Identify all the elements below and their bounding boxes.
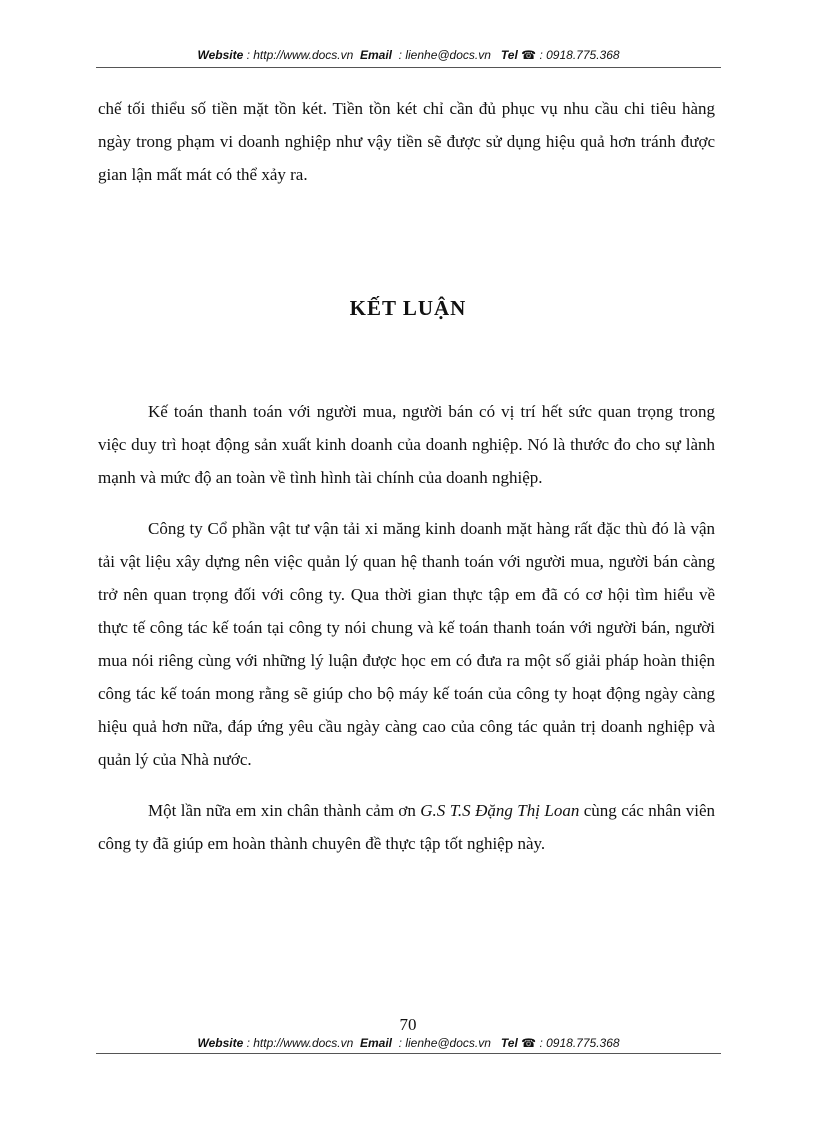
page-footer [96,1036,721,1050]
closing-after: cùng các nhân viên công ty đã giúp em hoàn thành chuyên đề thực tập tốt nghiệp này. [98,801,715,853]
footer-tel-value: : 0918.775.368 [539,1036,620,1050]
body-paragraph-2: Công ty Cổ phần vật tư vận tải xi măng kinh doanh mặt hàng rất đặc thù đó là vận tải vật liệu xây dựng nên việc quản lý quan hệ thanh toán với người mua, người bán càng trở nên quan trọng đối với công ty. Qua thời gian thực tập em đã có cơ hội tìm hiểu về thực tế công tác kế toán tại công ty nói chung và kế toán thanh toán với người bán, người mua nói riêng cùng với những lý luận được học em có đưa ra một số giải pháp hoàn thiện công tác kế toán mong rằng sẽ giúp cho bộ máy kế toán của công ty hoạt động ngày càng hiệu quả hơn nữa, đáp ứng yêu cầu ngày càng cao của công tác quản trị doanh nghiệp và quản lý của Nhà nước. [98,519,715,769]
website-label: Website [197,48,244,62]
footer-tel-label: Tel [500,1036,518,1050]
section-title: KẾT LUẬN [349,296,467,320]
header-rule [96,67,721,68]
footer-website-label: Website [197,1036,244,1050]
tel-label: Tel [500,48,518,62]
email-value: : lienhe@docs.vn [398,48,491,62]
intro-paragraph: chế tối thiểu số tiền mặt tồn két. Tiền tồn két chỉ cần đủ phục vụ nhu cầu chi tiêu hàng ngày trong phạm vi doanh nghiệp như vậy tiền sẽ được sử dụng hiệu quả hơn tránh được gian lận mất mát có thể xảy ra. [98,99,715,184]
page-header [96,48,721,62]
phone-icon: ☎ [521,48,537,62]
email-label: Email [359,48,392,62]
page-number: 70 [399,1015,417,1034]
footer-website-value: : http://www.docs.vn [246,1036,354,1050]
tel-value: : 0918.775.368 [539,48,620,62]
supervisor-name: G.S T.S Đặng Thị Loan [420,801,580,820]
footer-phone-icon: ☎ [521,1036,537,1050]
body-text [98,395,715,860]
footer-email-value: : lienhe@docs.vn [398,1036,491,1050]
closing-paragraph [98,794,715,860]
website-value: : http://www.docs.vn [246,48,354,62]
intro-text [98,92,715,191]
closing-before: Một lần nữa em xin chân thành cảm ơn [148,801,421,820]
body-paragraph-1: Kế toán thanh toán với người mua, người bán có vị trí hết sức quan trọng trong việc duy trì hoạt động sản xuất kinh doanh của doanh nghiệp. Nó là thước đo cho sự lành mạnh và mức độ an toàn về tình hình tài chính của doanh nghiệp. [98,402,715,487]
footer-rule [96,1053,721,1054]
footer-email-label: Email [359,1036,392,1050]
